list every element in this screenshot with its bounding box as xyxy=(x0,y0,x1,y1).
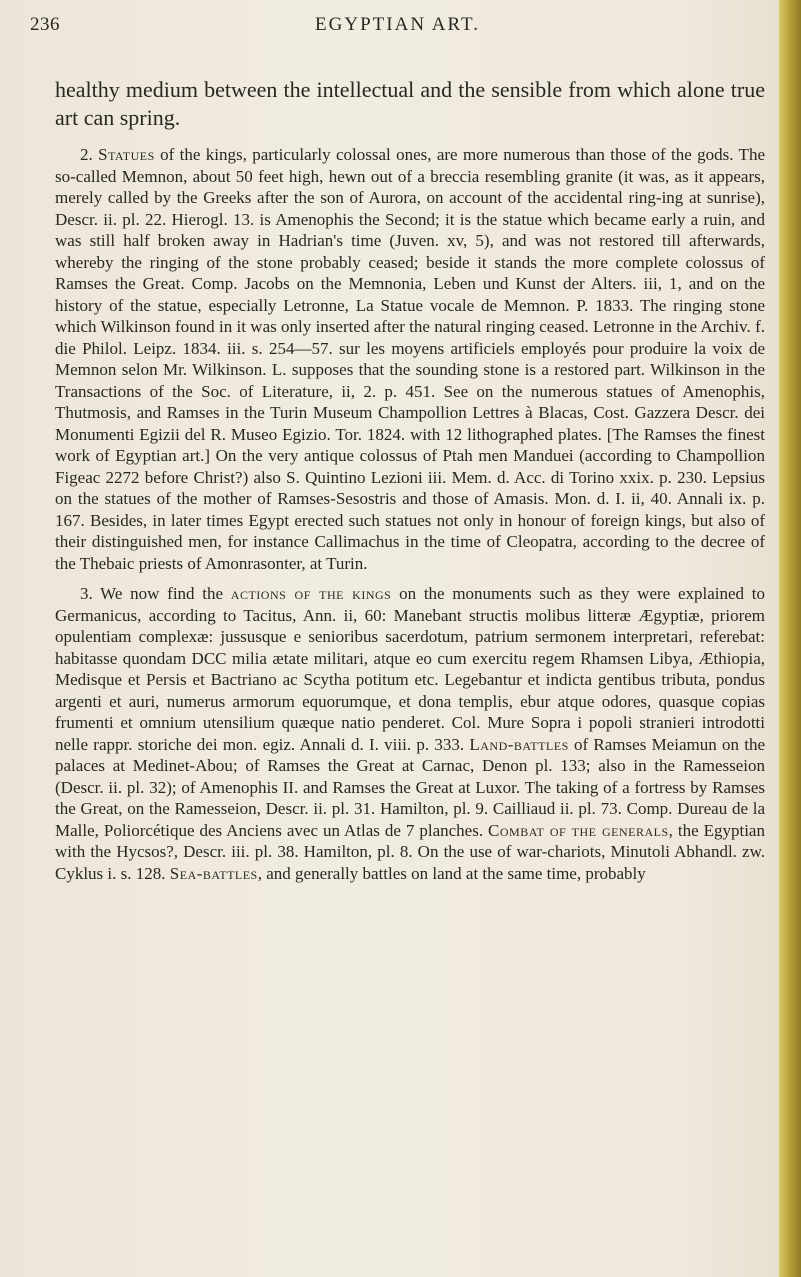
paragraph-actions-of-kings xyxy=(55,583,765,884)
paragraph-number: 2. xyxy=(80,145,93,164)
page-edge-binding xyxy=(779,0,801,1277)
section-heading-statues: Statues xyxy=(98,145,155,164)
page-header xyxy=(30,8,765,42)
paragraph-body-1: on the monuments such as they were explained to Germanicus, according to Tacitus, Ann. ii, 60: Manebant structis molibus litteræ Ægyptiæ, priorem opulentiam complexæ: jussusque e senioribus sacerdotum, patrium sermonem interpretari, referebat: habitasse quondam DCC milia ætate militari, atque eo cum exercitu regem Rhamsen Libya, Æthiopia, Medisque et Persis et Bactriano ac Scytha potitum etc. Legebantur et indicta gentibus tributa, pondus argenti et auri, numerus armorum equorumque, et dona templis, ebur atque odores, quasque copias frumenti et omnium utensilium quæque natio penderet. Col. Mure Sopra i popoli stranieri introdotti nelle rappr. storiche dei mon. egiz. Annali d. I. viii. p. 333. xyxy=(55,584,765,754)
section-heading-combat-generals: Combat of the generals xyxy=(488,820,669,840)
paragraph-body-4: , and generally battles on land at the same time, probably xyxy=(257,863,646,883)
paragraph-number: 3. xyxy=(80,584,93,603)
running-head: EGYPTIAN ART. xyxy=(315,14,480,35)
paragraph-body: of the kings, particularly colossal ones, are more numerous than those of the gods. The so-called Memnon, about 50 feet high, hewn out of a breccia resembling granite (it was, as it appears, merely called by the Greeks after the son of Aurora, on account of the accidental ring-ing at sunrise), Descr. ii. pl. 22. Hierogl. 13. is Amenophis the Second; it is the statue which became early a ruin, and was still half broken away in Hadrian's time (Juven. xv, 5), and was not restored till afterwards, whereby the ringing of the stone probably ceased; beside it stands the more complete colossus of Ramses the Great. Comp. Jacobs on the Memnonia, Leben und Kunst der Alters. iii, 1, and on the history of the statue, especially Letronne, La Statue vocale de Memnon. P. 1833. The ringing stone which Wilkinson found in it was only inserted after the natural ringing ceased. Letronne in the Archiv. f. die Philol. Leipz. 1834. iii. s. 254—57. sur les moyens artificiels employés pour produire la voix de Memnon selon Mr. Wilkinson. L. supposes that the sounding stone is a restored part. Wilkinson in the Transactions of the Soc. of Literature, ii, 2. p. 451. See on the numerous statues of Amenophis, Thutmosis, and Ramses in the Turin Museum Champollion Lettres à Blacas, Cost. Gazzera Descr. dei Monumenti Egizii del R. Museo Egizio. Tor. 1824. with 12 lithographed plates. [The Ramses the finest work of Egyptian art.] On the very antique colossus of Ptah men Manduei (according to Champollion Figeac 2272 before Christ?) also S. Quintino Lezioni iii. Mem. d. Acc. di Torino xxix. p. 230. Lepsius on the statues of the mother of Ramses-Sesostris and those of Amasis. Mon. d. I. ii, 40. Annali ix. p. 167. Besides, in later times Egypt erected such statues not only in honour of foreign kings, but also of their distinguished men, for instance Callimachus in the time of Cleopatra, according to the decree of the Thebaic priests of Amonrasonter, at Turin. xyxy=(55,145,765,573)
section-heading-land-battles: Land-battles xyxy=(469,734,569,754)
body-text xyxy=(55,76,765,893)
lead-paragraph: healthy medium between the intellectual and the sensible from which alone true art can spring. xyxy=(55,77,765,130)
paragraph-statues xyxy=(55,144,765,574)
paragraph-body-2: of Ramses Meiamun on the palaces at Medinet-Abou; of Ramses the Great at Carnac, Denon pl. 133; also in the Ramesseion (Descr. ii. pl. 32); of Amenophis II. and Ramses the Great at Luxor. The taking of a fortress by Ramses the Great, on the Ramesseion, Descr. ii. pl. 31. Hamilton, pl. 9. Cailliaud ii. pl. 73. Comp. Dureau de la Malle, Poliorcétique des Anciens avec un Atlas de 7 planches. xyxy=(55,734,766,840)
paragraph-intro: We now find the xyxy=(92,584,231,603)
page-number: 236 xyxy=(30,14,60,35)
section-heading-sea-battles: Sea-battles xyxy=(169,863,258,883)
section-heading-actions: actions of the kings xyxy=(230,584,392,603)
paragraph-body-3: , the Egyptian with the Hycsos?, Descr. iii. pl. 38. Hamilton, pl. 8. On the use of war-chariots, Minutoli Abhandl. zw. Cyklus i. s. 128. xyxy=(55,820,765,883)
